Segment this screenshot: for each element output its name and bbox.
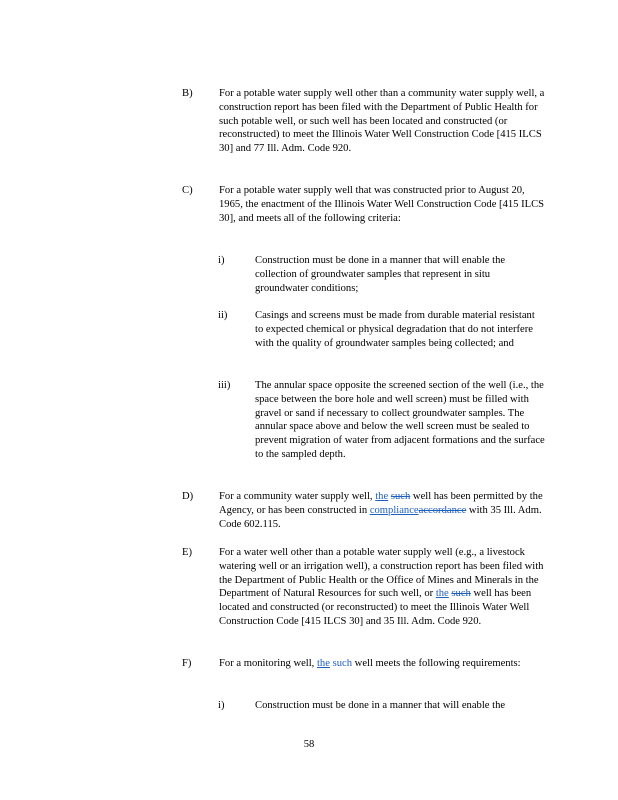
item-d-text-3: with 35 Ill. Adm. Code 602.115. <box>219 504 542 530</box>
item-d-deletion-2: accordance <box>418 504 467 516</box>
item-e-text <box>219 546 549 629</box>
item-c-sub-i-label: i) <box>218 255 225 266</box>
item-e-insertion-1: the <box>435 588 449 600</box>
item-f-text-2: well meets the following requirements: <box>352 658 521 669</box>
item-d-insertion-2: compliance <box>369 504 419 516</box>
item-c-sub-i-text: Construction must be done in a manner that will enable the collection of groundwater samples that represent in situ groundwater conditions; <box>255 255 506 294</box>
item-f-sub-i-label: i) <box>218 700 225 711</box>
item-d-insertion-1: the <box>375 491 389 502</box>
item-f-label: F) <box>182 658 192 669</box>
item-d-deletion-1: such <box>390 491 411 502</box>
item-f-sub-i-text: Construction must be done in a manner that will enable the <box>255 700 506 711</box>
item-b-text: For a potable water supply well other than a community water supply well, a construction report has been filed with the Department of Public Health for such potable well, or such well has been located and constructed (or reconstructed) to meet the Illinois Water Well Construction Code [415 ILCS 30] and 77 Ill. Adm. Code 920. <box>219 88 545 155</box>
item-c-sub-ii-label: ii) <box>218 310 228 321</box>
item-f-text <box>219 657 549 671</box>
item-c-label: C) <box>182 185 193 196</box>
item-d-label: D) <box>182 491 194 502</box>
item-e-text-1: For a water well other than a potable water supply well (e.g., a livestock watering well or an irrigation well), a construction report has been filed with the Department of Public Health or the Office of Mines and Minerals in the Department of Natural Resources for such well, or <box>219 547 544 600</box>
item-d-text-2: well has been permitted by the Agency, or has been constructed in <box>219 491 543 516</box>
item-c-sub-ii-text: Casings and screens must be made from durable material resistant to expected chemical or physical degradation that do not interfere with the quality of groundwater samples being collected; and <box>255 310 535 349</box>
item-f-insertion-1: the <box>316 658 330 669</box>
item-d-text <box>219 490 549 531</box>
item-b-label: B) <box>182 88 193 99</box>
item-e-deletion-1: such <box>451 588 471 600</box>
item-e-label: E) <box>182 547 192 558</box>
item-f-text-1: For a monitoring well, <box>219 658 317 669</box>
item-c-sub-iii-text: The annular space opposite the screened section of the well (i.e., the space between the bore hole and well screen) must be filled with gravel or sand if necessary to collect groundwater samples. The annular space above and below the well screen must be sealed to prevent migration of water from adjacent formations and the surface to the sampled depth. <box>255 380 545 460</box>
item-d-text-1: For a community water supply well, <box>219 491 376 502</box>
item-f-inserted-such: such <box>329 658 353 669</box>
item-c-sub-iii-label: iii) <box>218 380 231 391</box>
item-c-text: For a potable water supply well that was constructed prior to August 20, 1965, the enactment of the Illinois Water Well Construction Code [415 ILCS 30], and meets all of the following criteria: <box>219 185 545 224</box>
page-number: 58 <box>303 739 315 750</box>
item-e-text-2: well has been located and constructed (or reconstructed) to meet the Illinois Water Well Construction Code [415 ILCS 30] and 35 Ill. Adm. Code 920. <box>219 588 532 627</box>
